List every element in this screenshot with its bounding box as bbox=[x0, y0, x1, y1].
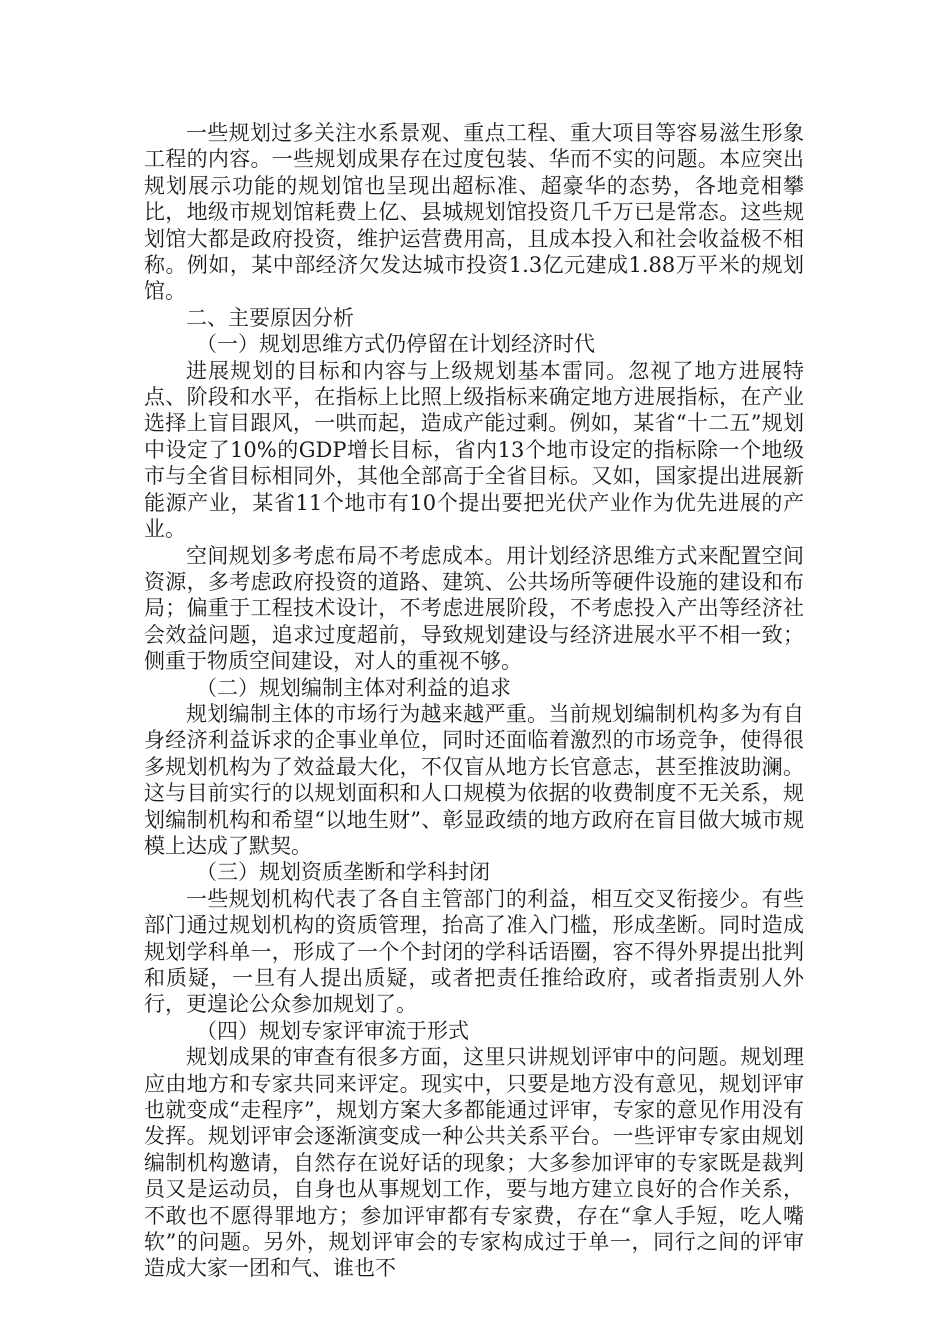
paragraph-market-behavior: 规划编制主体的市场行为越来越严重。当前规划编制机构多为有自身经济利益诉求的企事业单位，同时还面临着激烈的市场竞争，使得很多规划机构为了效益最大化，不仅盲从地方长官意志，甚至推波助澜。这与目前实行的以规划面积和人口规模为依据的收费制度不无关系，规划编制机构和希望“以地生财”、彰显政绩的地方政府在盲目做大城市规模上达成了默契。 bbox=[144, 701, 804, 858]
subheading-interest-pursuit: （二）规划编制主体对利益的追求 bbox=[196, 675, 511, 700]
paragraph-review-issues: 规划成果的审查有很多方面，这里只讲规划评审中的问题。规划理应由地方和专家共同来评定。现实中，只要是地方没有意见，规划评审也就变成“走程序”，规划方案大多都能通过评审，专家的意见作用没有发挥。规划评审会逐渐演变成一种公共关系平台。一些评审专家由规划编制机构邀请，自然存在说好话的现象；大多参加评审的专家既是裁判员又是运动员，自身也从事规划工作，要与地方建立良好的合作关系，不敢也不愿得罪地方；参加评审都有专家费，存在“拿人手短，吃人嘴软”的问题。另外，规划评审会的专家构成过于单一，同行之间的评审造成大家一团和气、谁也不 bbox=[144, 1045, 804, 1281]
paragraph-department-interests: 一些规划机构代表了各自主管部门的利益，相互交叉衔接少。有些部门通过规划机构的资质管理，抬高了准入门槛，形成垄断。同时造成规划学科单一，形成了一个个封闭的学科话语圈，容不得外界提出批判和质疑，一旦有人提出质疑，或者把责任推给政府，或者指责别人外行，更遑论公众参加规划了。 bbox=[144, 886, 804, 1017]
paragraph-spatial-planning: 空间规划多考虑布局不考虑成本。用计划经济思维方式来配置空间资源，多考虑政府投资的道路、建筑、公共场所等硬件设施的建设和布局；偏重于工程技术设计，不考虑进展阶段，不考虑投入产出等经济社会效益问题，追求过度超前，导致规划建设与经济进展水平不相一致；侧重于物质空间建设，对人的重视不够。 bbox=[144, 543, 804, 674]
subheading-expert-review: （四）规划专家评审流于形式 bbox=[196, 1018, 469, 1043]
subheading-planned-economy-thinking: （一）规划思维方式仍停留在计划经济时代 bbox=[196, 332, 595, 357]
subheading-qualification-monopoly: （三）规划资质垄断和学科封闭 bbox=[196, 860, 490, 885]
section-heading-main-causes: 二、主要原因分析 bbox=[186, 305, 354, 330]
document-body bbox=[144, 120, 804, 1282]
paragraph-image-projects: 一些规划过多关注水系景观、重点工程、重大项目等容易滋生形象工程的内容。一些规划成果存在过度包装、华而不实的问题。本应突出规划展示功能的规划馆也呈现出超标准、超豪华的态势，各地竞相攀比，地级市规划馆耗费上亿、县城规划馆投资几千万已是常态。这些规划馆大都是政府投资，维护运营费用高，且成本投入和社会收益极不相称。例如，某中部经济欠发达城市投资1.3亿元建成1.88万平米的规划馆。 bbox=[144, 121, 804, 304]
paragraph-similar-targets: 进展规划的目标和内容与上级规划基本雷同。忽视了地方进展特点、阶段和水平，在指标上比照上级指标来确定地方进展指标，在产业选择上盲目跟风，一哄而起，造成产能过剩。例如，某省“十二五”规划中设定了10%的GDP增长目标，省内13个地市设定的指标除一个地级市与全省目标相同外，其他全部高于全省目标。又如，国家提出进展新能源产业，某省11个地市有10个提出要把光伏产业作为优先进展的产业。 bbox=[144, 358, 804, 542]
